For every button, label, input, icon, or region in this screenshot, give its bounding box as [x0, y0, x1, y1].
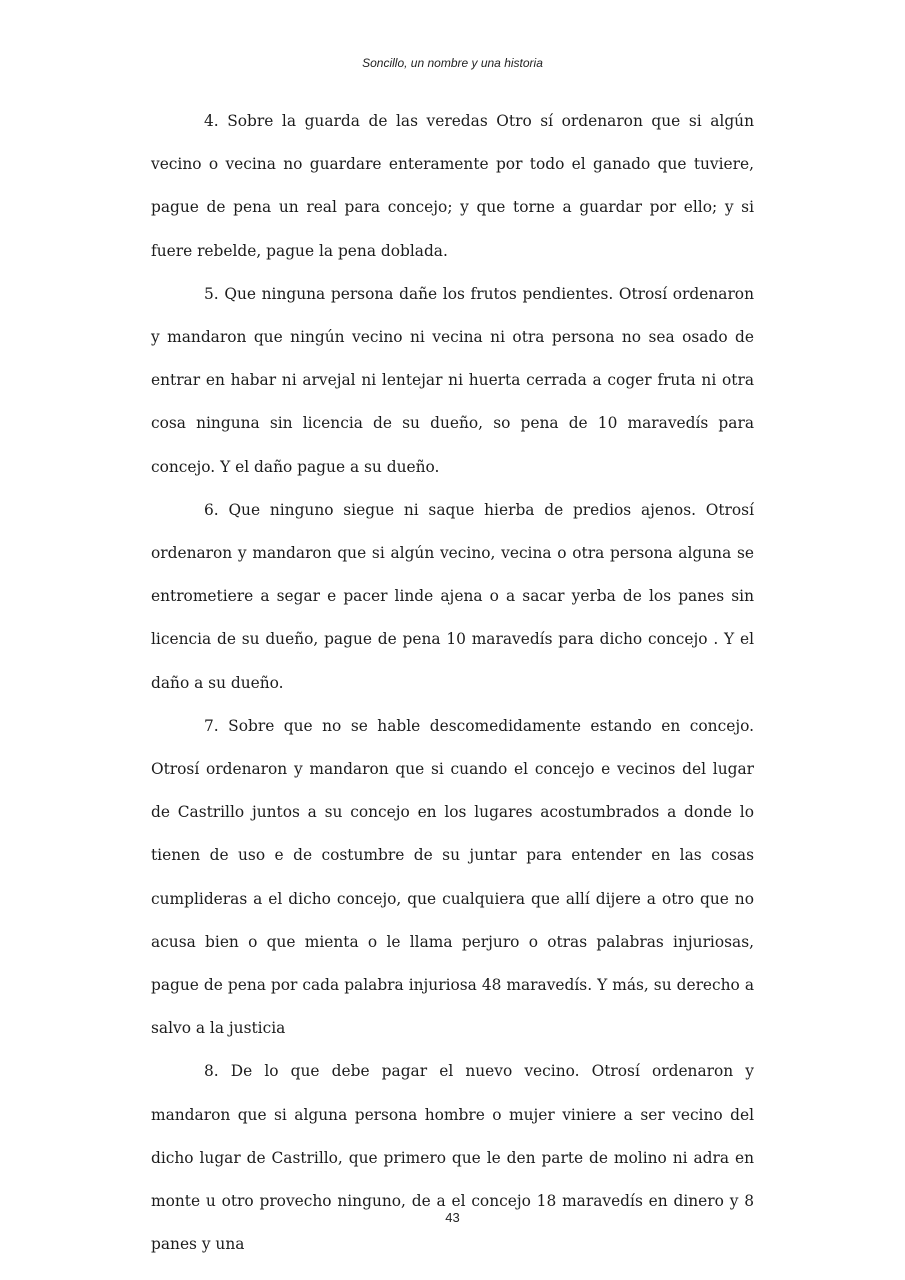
- paragraph-6: 6. Que ninguno siegue ni saque hierba de predios ajenos. Otrosí ordenaron y mandaron que si algún vecino, vecina o otra persona alguna se entrometiere a segar e pacer linde ajena o a sacar yerba de los panes sin licencia de su dueño, pague de pena 10 maravedís para dicho concejo . Y el daño a su dueño.: [151, 500, 754, 692]
- paragraph-5: 5. Que ninguna persona dañe los frutos pendientes. Otrosí ordenaron y mandaron que ningún vecino ni vecina ni otra persona no sea osado de entrar en habar ni arvejal ni lentejar ni huerta cerrada a coger fruta ni otra cosa ninguna sin licencia de su dueño, so pena de 10 maravedís para concejo. Y el daño pague a su dueño.: [151, 284, 754, 476]
- running-header: Soncillo, un nombre y una historia: [362, 56, 543, 70]
- body-text: [151, 100, 754, 1266]
- paragraph-7: 7. Sobre que no se hable descomedidamente estando en concejo. Otrosí ordenaron y mandaron que si cuando el concejo e vecinos del lugar de Castrillo juntos a su concejo en los lugares acostumbrados a donde lo tienen de uso e de costumbre de su juntar para entender en las cosas cumplideras a el dicho concejo, que cualquiera que allí dijere a otro que no acusa bien o que mienta o le llama perjuro o otras palabras injuriosas, pague de pena por cada palabra injuriosa 48 maravedís. Y más, su derecho a salvo a la justicia: [151, 716, 754, 1038]
- paragraph-4: 4. Sobre la guarda de las veredas Otro sí ordenaron que si algún vecino o vecina no guardare enteramente por todo el ganado que tuviere, pague de pena un real para concejo; y que torne a guardar por ello; y si fuere rebelde, pague la pena doblada.: [151, 112, 754, 260]
- page-number: 43: [445, 1210, 460, 1225]
- paragraph-8: 8. De lo que debe pagar el nuevo vecino. Otrosí ordenaron y mandaron que si alguna persona hombre o mujer viniere a ser vecino del dicho lugar de Castrillo, que primero que le den parte de molino ni adra en monte u otro provecho ninguno, de a el concejo 18 maravedís en dinero y 8 panes y una: [151, 1062, 754, 1254]
